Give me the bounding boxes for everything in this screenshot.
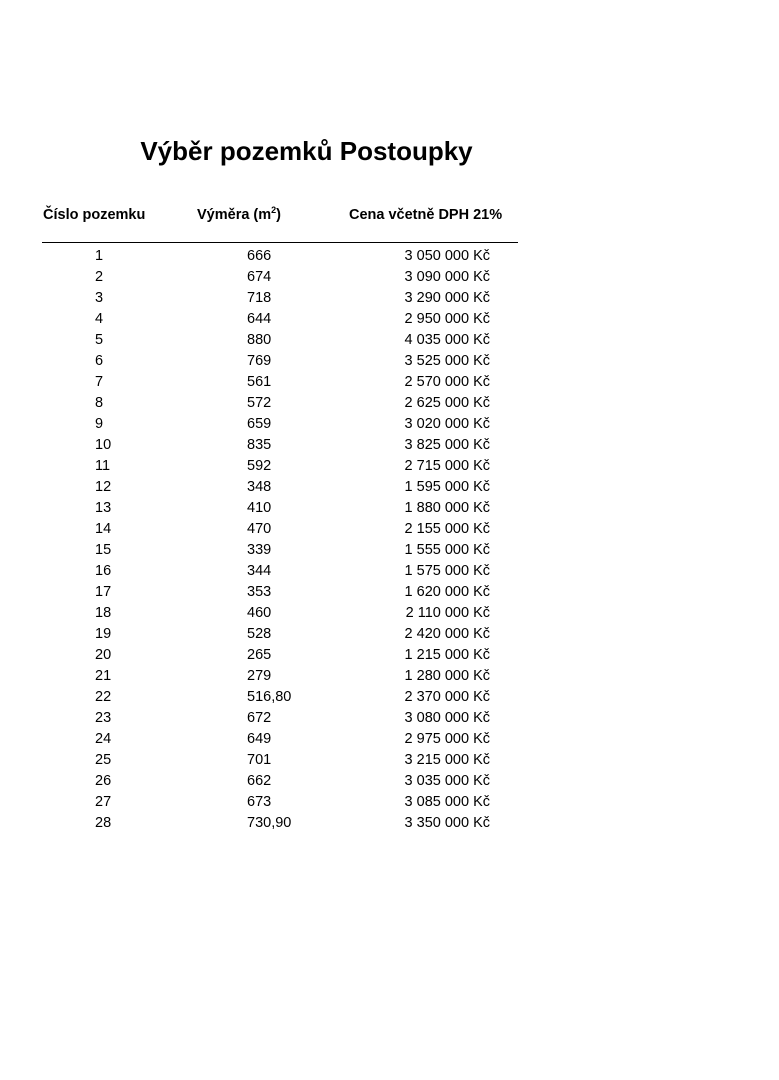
table-row bbox=[0, 456, 779, 477]
cell-area: 460 bbox=[247, 605, 272, 621]
table-row bbox=[0, 351, 779, 372]
cell-number: 19 bbox=[95, 626, 112, 642]
cell-number: 21 bbox=[95, 668, 112, 684]
cell-area: 662 bbox=[247, 773, 272, 789]
header-divider bbox=[42, 242, 518, 243]
column-header-area-superscript: 2 bbox=[271, 205, 277, 216]
table-row bbox=[0, 708, 779, 729]
cell-price: 3 050 000 Kč bbox=[404, 248, 490, 264]
cell-area: 410 bbox=[247, 500, 272, 516]
page-title: Výběr pozemků Postoupky bbox=[140, 136, 473, 166]
column-header-area bbox=[197, 207, 281, 223]
cell-area: 769 bbox=[247, 353, 272, 369]
cell-number: 25 bbox=[95, 752, 112, 768]
cell-number: 20 bbox=[95, 647, 112, 663]
cell-price: 2 155 000 Kč bbox=[404, 521, 490, 537]
table-row bbox=[0, 288, 779, 309]
cell-price: 2 625 000 Kč bbox=[404, 395, 490, 411]
cell-area: 701 bbox=[247, 752, 272, 768]
cell-price: 3 525 000 Kč bbox=[404, 353, 490, 369]
cell-number: 4 bbox=[95, 311, 104, 327]
cell-number: 13 bbox=[95, 500, 112, 516]
column-header-area-close: ) bbox=[276, 207, 282, 223]
table-row bbox=[0, 519, 779, 540]
cell-price: 1 575 000 Kč bbox=[404, 563, 490, 579]
cell-area: 666 bbox=[247, 248, 272, 264]
table-row bbox=[0, 372, 779, 393]
cell-price: 1 880 000 Kč bbox=[404, 500, 490, 516]
table-row bbox=[0, 498, 779, 519]
column-header-number: Číslo pozemku bbox=[43, 207, 146, 223]
cell-number: 27 bbox=[95, 794, 112, 810]
table-row bbox=[0, 435, 779, 456]
cell-area: 561 bbox=[247, 374, 272, 390]
cell-area: 659 bbox=[247, 416, 272, 432]
cell-area: 344 bbox=[247, 563, 272, 579]
cell-number: 8 bbox=[95, 395, 104, 411]
cell-price: 4 035 000 Kč bbox=[404, 332, 490, 348]
cell-area: 265 bbox=[247, 647, 272, 663]
table-row bbox=[0, 729, 779, 750]
cell-price: 1 620 000 Kč bbox=[404, 584, 490, 600]
cell-price: 2 420 000 Kč bbox=[404, 626, 490, 642]
cell-number: 10 bbox=[95, 437, 112, 453]
cell-price: 3 080 000 Kč bbox=[404, 710, 490, 726]
table-row bbox=[0, 414, 779, 435]
cell-area: 353 bbox=[247, 584, 272, 600]
table-row bbox=[0, 267, 779, 288]
table-row bbox=[0, 540, 779, 561]
cell-area: 718 bbox=[247, 290, 272, 306]
cell-number: 11 bbox=[95, 458, 111, 474]
cell-price: 2 110 000 Kč bbox=[405, 605, 490, 621]
cell-number: 26 bbox=[95, 773, 112, 789]
table-row bbox=[0, 666, 779, 687]
table-row bbox=[0, 393, 779, 414]
table-row bbox=[0, 582, 779, 603]
cell-number: 9 bbox=[95, 416, 104, 432]
cell-price: 2 950 000 Kč bbox=[404, 311, 490, 327]
table-row bbox=[0, 645, 779, 666]
table-row bbox=[0, 792, 779, 813]
cell-price: 3 215 000 Kč bbox=[404, 752, 490, 768]
cell-price: 1 595 000 Kč bbox=[404, 479, 490, 495]
column-header-price: Cena včetně DPH 21% bbox=[349, 207, 503, 223]
cell-number: 24 bbox=[95, 731, 112, 747]
cell-price: 3 350 000 Kč bbox=[404, 815, 490, 831]
cell-number: 1 bbox=[95, 248, 104, 264]
cell-price: 3 020 000 Kč bbox=[404, 416, 490, 432]
table-row bbox=[0, 813, 779, 834]
cell-price: 3 290 000 Kč bbox=[404, 290, 490, 306]
table-row bbox=[0, 477, 779, 498]
cell-area: 673 bbox=[247, 794, 272, 810]
cell-number: 17 bbox=[95, 584, 112, 600]
cell-price: 3 035 000 Kč bbox=[404, 773, 490, 789]
cell-number: 6 bbox=[95, 353, 104, 369]
table-row bbox=[0, 246, 779, 267]
cell-area: 835 bbox=[247, 437, 272, 453]
cell-area: 572 bbox=[247, 395, 272, 411]
cell-area: 649 bbox=[247, 731, 272, 747]
cell-number: 16 bbox=[95, 563, 112, 579]
cell-price: 3 825 000 Kč bbox=[404, 437, 490, 453]
cell-price: 1 215 000 Kč bbox=[404, 647, 490, 663]
table-row bbox=[0, 330, 779, 351]
cell-price: 3 090 000 Kč bbox=[404, 269, 490, 285]
cell-area: 880 bbox=[247, 332, 272, 348]
table-row bbox=[0, 624, 779, 645]
cell-number: 7 bbox=[95, 374, 104, 390]
cell-area: 279 bbox=[247, 668, 272, 684]
cell-number: 23 bbox=[95, 710, 112, 726]
cell-area: 348 bbox=[247, 479, 272, 495]
cell-area: 528 bbox=[247, 626, 272, 642]
cell-area: 592 bbox=[247, 458, 272, 474]
cell-number: 28 bbox=[95, 815, 112, 831]
cell-area: 644 bbox=[247, 311, 272, 327]
table-row bbox=[0, 309, 779, 330]
cell-area: 674 bbox=[247, 269, 272, 285]
cell-price: 1 555 000 Kč bbox=[404, 542, 490, 558]
cell-number: 3 bbox=[95, 290, 104, 306]
cell-area: 470 bbox=[247, 521, 272, 537]
cell-number: 14 bbox=[95, 521, 112, 537]
cell-price: 1 280 000 Kč bbox=[404, 668, 490, 684]
table-row bbox=[0, 750, 779, 771]
cell-price: 2 715 000 Kč bbox=[404, 458, 490, 474]
table-row bbox=[0, 687, 779, 708]
cell-number: 22 bbox=[95, 689, 112, 705]
cell-number: 2 bbox=[95, 269, 104, 285]
cell-price: 2 370 000 Kč bbox=[404, 689, 490, 705]
cell-number: 18 bbox=[95, 605, 112, 621]
table-row bbox=[0, 771, 779, 792]
cell-number: 5 bbox=[95, 332, 104, 348]
cell-area: 516,80 bbox=[247, 689, 292, 705]
table-row bbox=[0, 603, 779, 624]
cell-area: 730,90 bbox=[247, 815, 292, 831]
table-row bbox=[0, 561, 779, 582]
column-header-area-label: Výměra (m bbox=[197, 207, 272, 223]
cell-price: 3 085 000 Kč bbox=[404, 794, 490, 810]
cell-area: 339 bbox=[247, 542, 272, 558]
cell-area: 672 bbox=[247, 710, 272, 726]
cell-price: 2 975 000 Kč bbox=[404, 731, 490, 747]
table-body bbox=[0, 246, 779, 834]
cell-number: 12 bbox=[95, 479, 112, 495]
cell-price: 2 570 000 Kč bbox=[404, 374, 490, 390]
cell-number: 15 bbox=[95, 542, 112, 558]
